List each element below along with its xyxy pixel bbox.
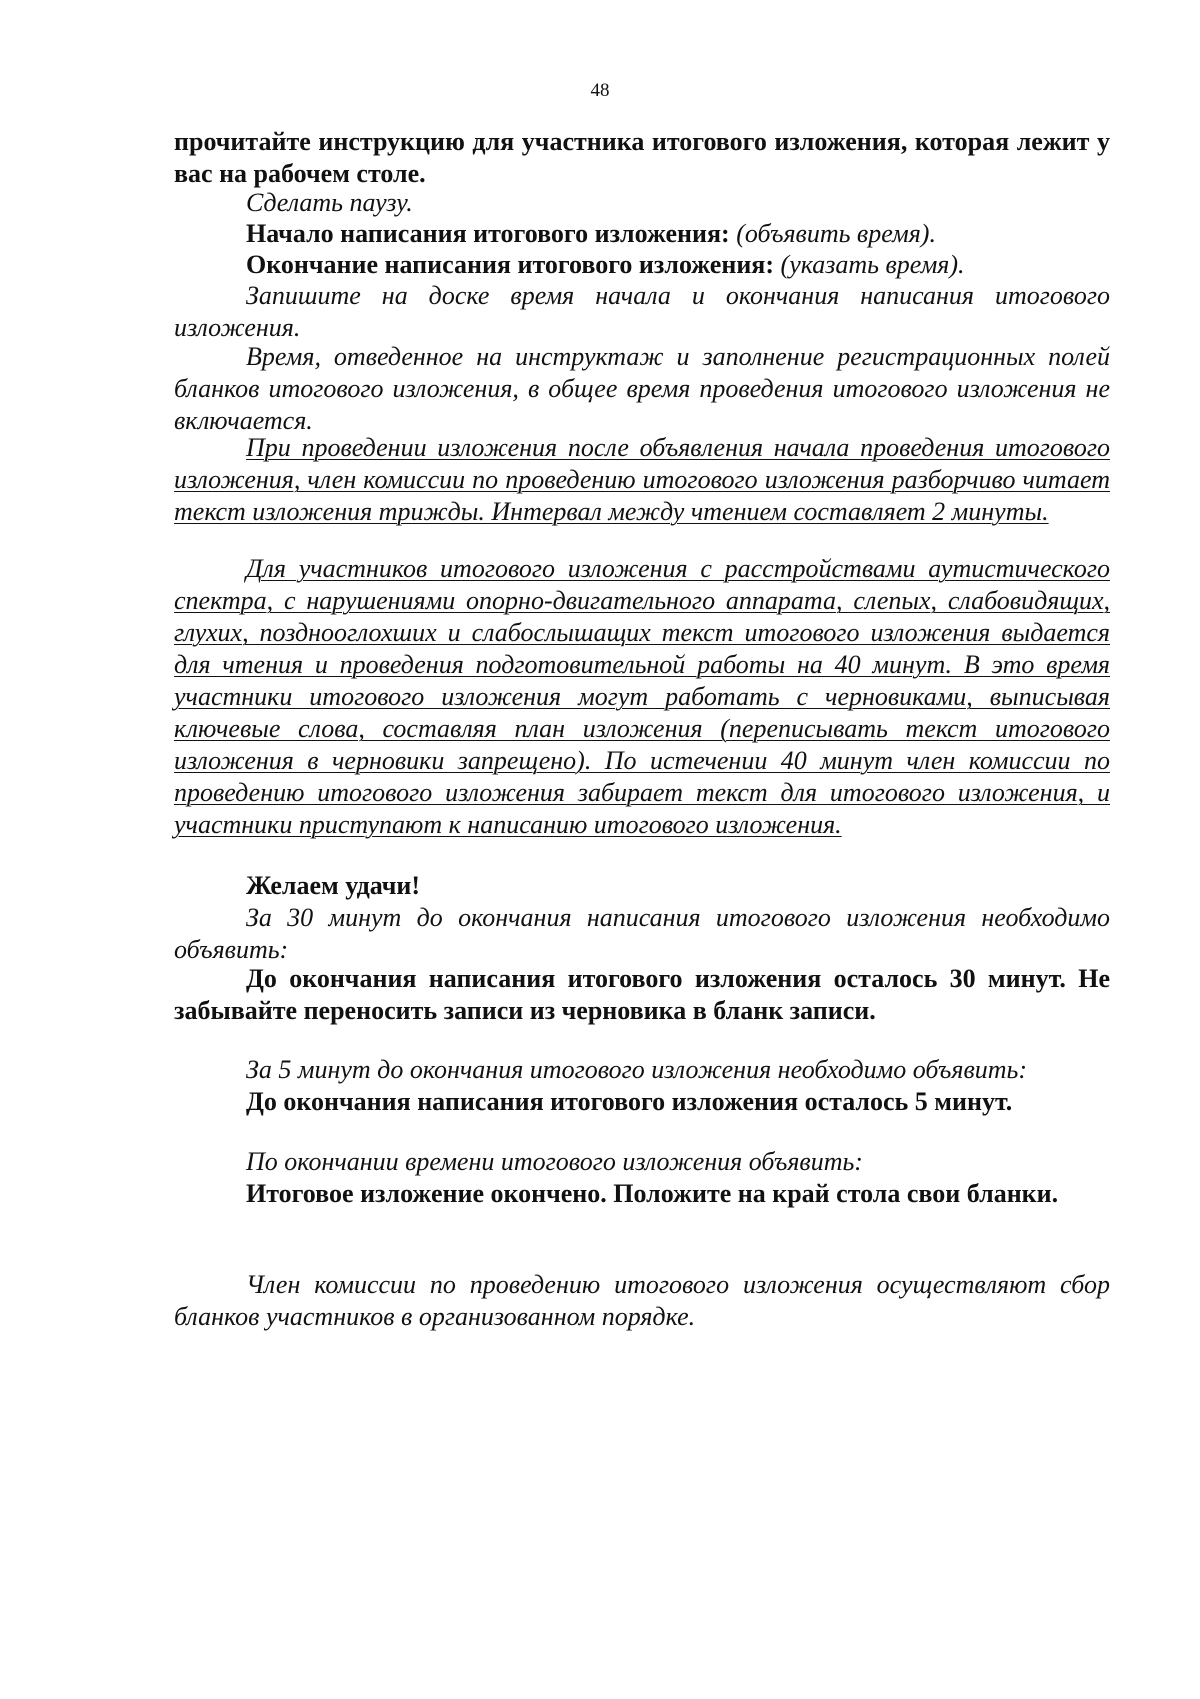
paragraph-end-time: [174, 249, 1110, 281]
page-number: 48: [590, 80, 610, 101]
paragraph-30-minutes-note: За 30 минут до окончания написания итогового изложения необходимо объявить:: [174, 903, 1110, 964]
paragraph-special-participants: Для участников итогового изложения с расстройствами аутистического спектра, с нарушениями опорно-двигательного аппарата, слепых, слабовидящих, глухих, позднооглохших и слабослышащих текст итогового изложения выдается для чтения и проведения подготовительной работы на 40 минут. В это время участники итогового изложения могут работать с черновиками, выписывая ключевые слова, составляя план изложения (переписывать текст итогового изложения в черновики запрещено). По истечении 40 минут член комиссии по проведению итогового изложения забирает текст для итогового изложения, и участники приступают к написанию итогового изложения.: [174, 554, 1110, 839]
paragraph-5-minutes-announcement: До окончания написания итогового изложения осталось 5 минут.: [246, 1087, 1013, 1116]
paragraph-end-note: По окончании времени итогового изложения объявить:: [246, 1147, 863, 1176]
paragraph-reading-procedure: При проведении изложения после объявления начала проведения итогового изложения, член комиссии по проведению итогового изложения разборчиво читает текст изложения трижды. Интервал между чтением составляет 2 минуты.: [174, 433, 1110, 526]
paragraph-pause: Сделать паузу.: [246, 188, 413, 217]
paragraph-start-time: [174, 218, 1110, 250]
end-time-label: Окончание написания итогового изложения:: [246, 250, 775, 279]
end-time-note: (указать время).: [774, 250, 965, 279]
paragraph-5-minutes-note: За 5 минут до окончания итогового изложения необходимо объявить:: [246, 1055, 1027, 1084]
paragraph-30-minutes-announcement: До окончания написания итогового изложения осталось 30 минут. Не забывайте переносить записи из черновика в бланк записи.: [174, 964, 1110, 1025]
paragraph-instruction-time: Время, отведенное на инструктаж и заполнение регистрационных полей бланков итогового изложения, в общее время проведения итогового изложения не включается.: [174, 342, 1110, 435]
start-time-label: Начало написания итогового изложения:: [246, 219, 730, 248]
paragraph-good-luck: Желаем удачи!: [246, 871, 421, 900]
start-time-note: (объявить время).: [729, 219, 936, 248]
paragraph-end-announcement: Итоговое изложение окончено. Положите на край стола свои бланки.: [246, 1179, 1059, 1208]
paragraph-read-instruction: прочитайте инструкцию для участника итогового изложения, которая лежит у вас на рабочем столе.: [174, 127, 1110, 188]
paragraph-collection: Член комиссии по проведению итогового изложения осуществляют сбор бланков участников в организованном порядке.: [174, 1270, 1110, 1331]
paragraph-board-note: Запишите на доске время начала и окончания написания итогового изложения.: [174, 281, 1110, 342]
